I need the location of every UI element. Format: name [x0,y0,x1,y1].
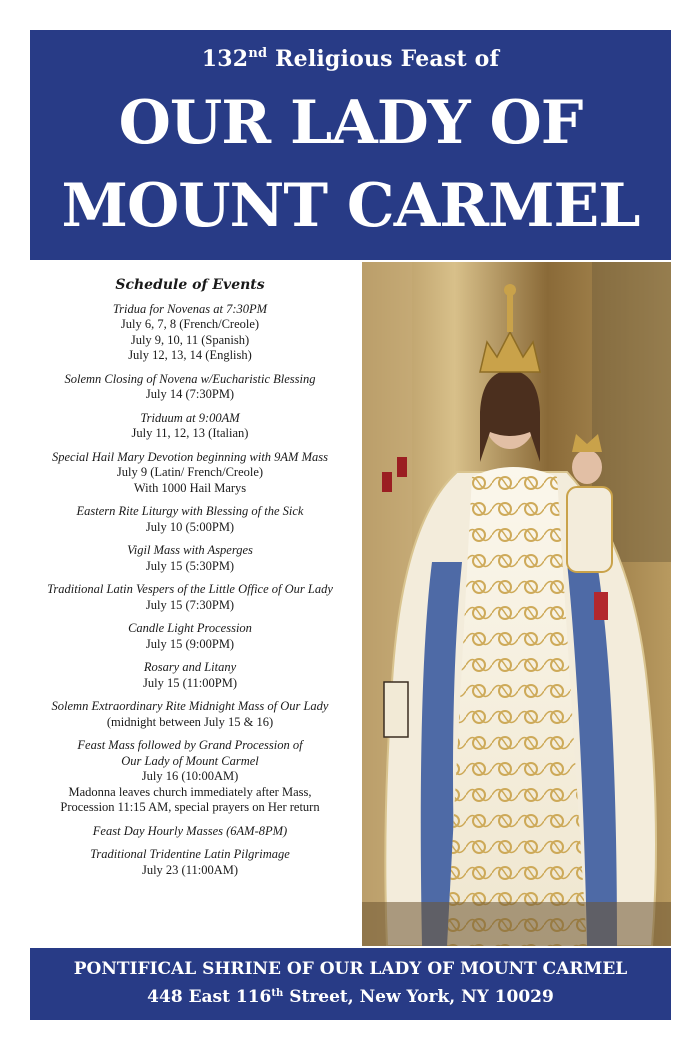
event-item [30,824,350,840]
event-title: Our Lady of Mount Carmel [121,753,259,768]
event-item [30,302,350,364]
event-date-line: With 1000 Hail Marys [133,480,247,495]
event-item [30,411,350,442]
subtitle-number: 132 [201,46,249,72]
event-date-line: July 9 (Latin/ French/Creole) [116,465,264,479]
madonna-statue-photo [362,262,671,946]
address-text: Street, New York, NY 10029 [283,987,554,1007]
event-date-line: July 11, 12, 13 (Italian) [131,426,249,440]
event-item [30,372,350,403]
event-title: Feast Mass followed by Grand Procession of [77,738,303,752]
subtitle-ordinal-suffix: nd [248,46,268,61]
event-date-line: July 9, 10, 11 (Spanish) [130,332,250,347]
event-title: Solemn Extraordinary Rite Midnight Mass of Our Lady [51,699,329,713]
event-item [30,847,350,878]
address-ordinal-suffix: th [271,988,284,999]
event-date-line: July 23 (11:00AM) [141,862,239,877]
event-date-line: (midnight between July 15 & 16) [106,714,274,729]
address-number: 448 East 116 [147,987,272,1007]
event-list [30,302,350,879]
footer-banner [30,948,671,1020]
event-item [30,543,350,574]
event-title: Tridua for Novenas at 7:30PM [112,301,268,316]
event-title: Vigil Mass with Asperges [127,543,253,557]
event-item [30,504,350,535]
page-title-line-2: MOUNT CARMEL [61,171,640,241]
event-date-line: Procession 11:15 AM, special prayers on Her return [60,800,320,814]
subtitle-text: Religious Feast of [267,46,500,72]
event-title: Candle Light Procession [128,621,252,635]
event-item [30,582,350,613]
event-item [30,660,350,691]
shrine-address [30,987,671,1007]
event-title: Eastern Rite Liturgy with Blessing of the Sick [76,504,304,518]
event-item [30,738,350,816]
page-title-line-1: OUR LADY OF [118,88,583,158]
feast-subtitle [30,46,671,72]
schedule-heading: Schedule of Events [115,277,265,293]
event-item [30,450,350,497]
event-date-line: July 15 (9:00PM) [145,636,235,651]
event-title: Triduum at 9:00AM [140,410,240,425]
event-date-line: July 15 (7:30PM) [145,597,235,612]
event-title: Solemn Closing of Novena w/Eucharistic Blessing [64,371,316,386]
event-title: Traditional Latin Vespers of the Little Office of Our Lady [47,582,333,596]
event-date-line: Madonna leaves church immediately after Mass, [68,784,312,799]
event-item [30,699,350,730]
event-date-line: July 6, 7, 8 (French/Creole) [120,317,260,331]
event-date-line: July 15 (5:30PM) [145,558,235,573]
event-date-line: July 15 (11:00PM) [143,675,237,690]
event-date-line: July 10 (5:00PM) [145,519,235,534]
event-item [30,621,350,652]
header-banner [30,30,671,260]
event-title: Feast Day Hourly Masses (6AM-8PM) [92,823,288,838]
event-date-line: July 16 (10:00AM) [141,769,239,783]
event-title: Traditional Tridentine Latin Pilgrimage [90,847,290,861]
event-date-line: July 14 (7:30PM) [145,387,235,401]
event-title: Rosary and Litany [143,660,237,674]
event-title: Special Hail Mary Devotion beginning with 9AM Mass [51,449,328,464]
shrine-name: PONTIFICAL SHRINE OF OUR LADY OF MOUNT CARMEL [73,959,628,979]
event-date-line: July 12, 13, 14 (English) [128,348,252,362]
schedule-of-events [30,278,350,886]
